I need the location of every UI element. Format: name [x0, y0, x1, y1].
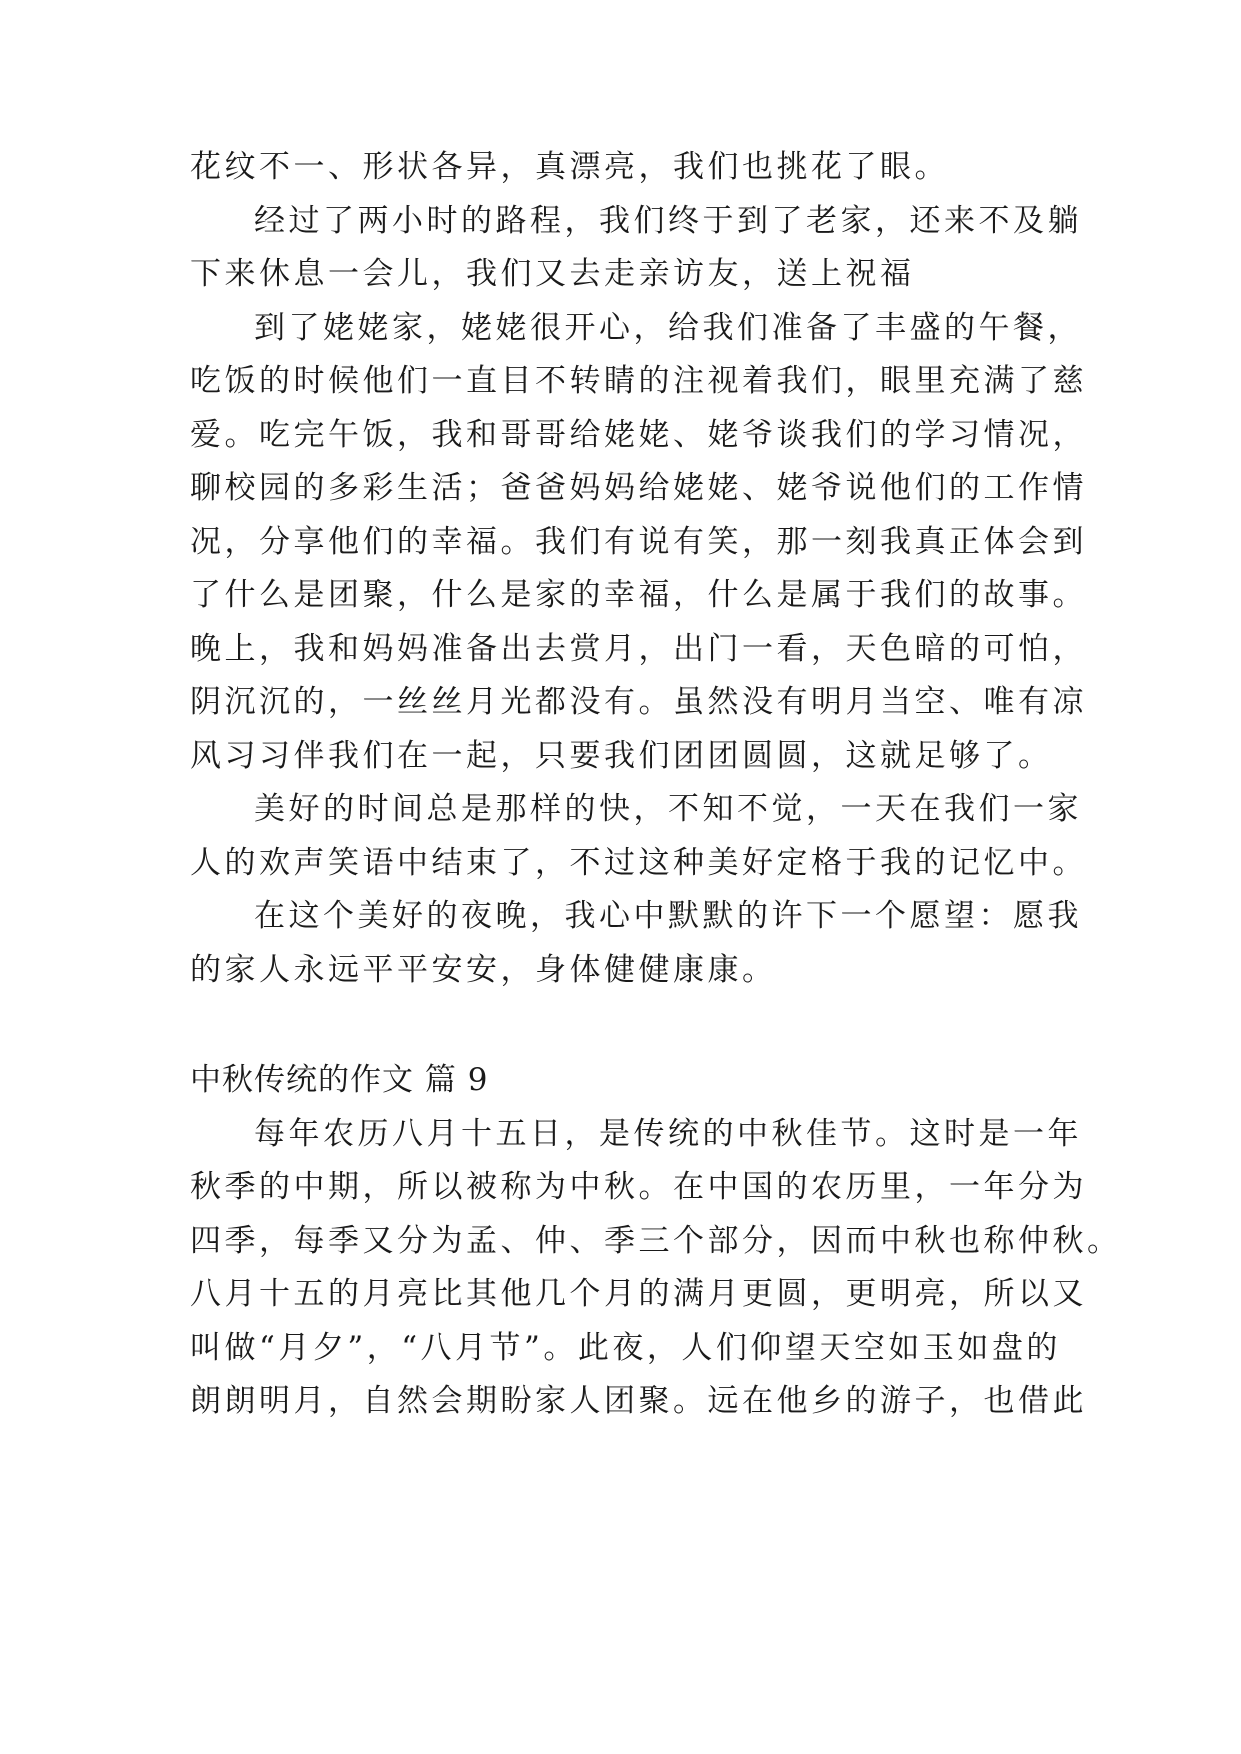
text-line: 况，分享他们的幸福。我们有说有笑，那一刻我真正体会到: [190, 524, 1087, 560]
text-line: 朗朗明月，自然会期盼家人团聚。远在他乡的游子，也借此: [190, 1383, 1087, 1419]
text-line: 风习习伴我们在一起，只要我们团团圆圆，这就足够了。: [190, 738, 1053, 774]
text-line: 在这个美好的夜晚，我心中默默的许下一个愿望：愿我: [254, 898, 1082, 934]
text-line: 秋季的中期，所以被称为中秋。在中国的农历里，一年分为: [190, 1169, 1087, 1205]
text-line: 爱。吃完午饭，我和哥哥给姥姥、姥爷谈我们的学习情况，: [190, 417, 1087, 453]
text-line: 下来休息一会儿，我们又去走亲访友，送上祝福: [190, 256, 915, 292]
text-line: 聊校园的多彩生活；爸爸妈妈给姥姥、姥爷说他们的工作情: [190, 470, 1087, 506]
text-line: 吃饭的时候他们一直目不转睛的注视着我们，眼里充满了慈: [190, 363, 1087, 399]
text-line: 的家人永远平平安安，身体健健康康。: [190, 952, 777, 988]
text-line: 花纹不一、形状各异，真漂亮，我们也挑花了眼。: [190, 149, 949, 185]
text-line: 晚上，我和妈妈准备出去赏月，出门一看，天色暗的可怕，: [190, 631, 1087, 667]
text-line: 八月十五的月亮比其他几个月的满月更圆，更明亮，所以又: [190, 1276, 1087, 1312]
text-line: 美好的时间总是那样的快，不知不觉，一天在我们一家: [254, 791, 1082, 827]
text-line: 到了姥姥家，姥姥很开心，给我们准备了丰盛的午餐，: [254, 310, 1082, 346]
text-line: 四季，每季又分为孟、仲、季三个部分，因而中秋也称仲秋。: [190, 1223, 1122, 1259]
text-line: 了什么是团聚，什么是家的幸福，什么是属于我们的故事。: [190, 577, 1087, 613]
text-line: 人的欢声笑语中结束了，不过这种美好定格于我的记忆中。: [190, 845, 1087, 881]
section-title: 中秋传统的作文 篇 9: [190, 1062, 489, 1098]
text-line: 阴沉沉的，一丝丝月光都没有。虽然没有明月当空、唯有凉: [190, 684, 1087, 720]
text-line: 每年农历八月十五日，是传统的中秋佳节。这时是一年: [254, 1116, 1082, 1152]
text-line: 经过了两小时的路程，我们终于到了老家，还来不及躺: [254, 203, 1082, 239]
text-line: 叫做“月夕”，“八月节”。此夜，人们仰望天空如玉如盘的: [190, 1330, 1061, 1366]
